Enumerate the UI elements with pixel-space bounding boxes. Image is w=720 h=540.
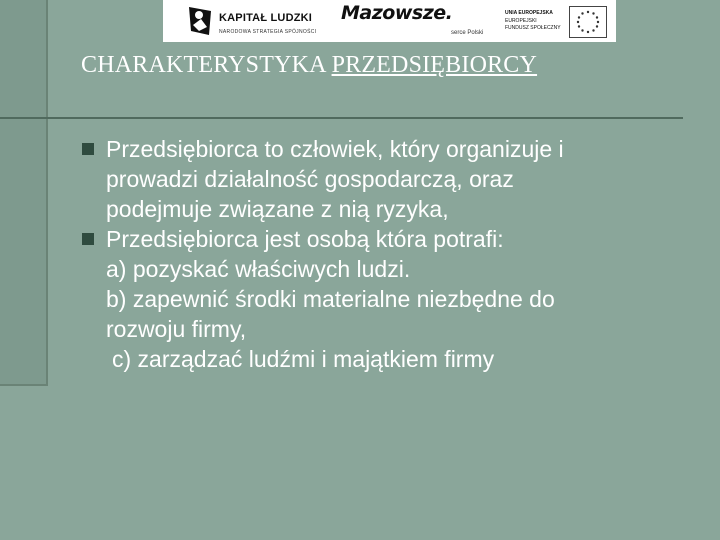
kapital-ludzki-name: KAPITAŁ LUDZKI <box>219 12 313 24</box>
slide-body <box>82 134 692 374</box>
mazowsze-name: Mazowsze. <box>341 2 453 24</box>
slide-title-underlined: PRZEDSIĘBIORCY <box>331 52 538 78</box>
eu-logo <box>505 4 613 38</box>
eu-line-1: UNIA EUROPEJSKA <box>505 10 553 16</box>
eu-line-3: FUNDUSZ SPOŁECZNY <box>505 25 561 31</box>
bullet-line: Przedsiębiorca to człowiek, który organizuje i <box>106 136 564 162</box>
kapital-ludzki-emblem-icon <box>187 5 213 37</box>
eu-flag-icon <box>569 6 607 38</box>
bullet-line: a) pozyskać właściwych ludzi. <box>106 256 411 282</box>
bullet-line: prowadzi działalność gospodarczą, oraz <box>106 166 514 192</box>
bullet-item <box>82 134 692 224</box>
eu-line-2: EUROPEJSKI <box>505 18 537 24</box>
slide-title <box>81 52 537 79</box>
left-accent-bar <box>0 0 48 386</box>
mazowsze-tagline: serce Polski <box>451 30 484 36</box>
slide-title-prefix: CHARAKTERYSTYKA <box>81 52 332 78</box>
bullet-line: Przedsiębiorca jest osobą która potrafi: <box>106 226 504 252</box>
bullet-line: rozwoju firmy, <box>106 316 247 342</box>
bullet-line: podejmuje związane z nią ryzyka, <box>106 196 449 222</box>
logo-strip <box>163 0 616 42</box>
kapital-ludzki-subtitle: NARODOWA STRATEGIA SPÓJNOŚCI <box>219 29 317 35</box>
title-divider <box>0 117 683 119</box>
bullet-square-icon <box>82 233 94 245</box>
mazowsze-logo <box>341 2 491 40</box>
bullet-line: c) zarządzać ludźmi i majątkiem firmy <box>112 346 495 372</box>
kapital-ludzki-logo <box>171 3 331 39</box>
bullet-square-icon <box>82 143 94 155</box>
bullet-line: b) zapewnić środki materialne niezbędne do <box>106 286 555 312</box>
bullet-item <box>82 224 692 374</box>
